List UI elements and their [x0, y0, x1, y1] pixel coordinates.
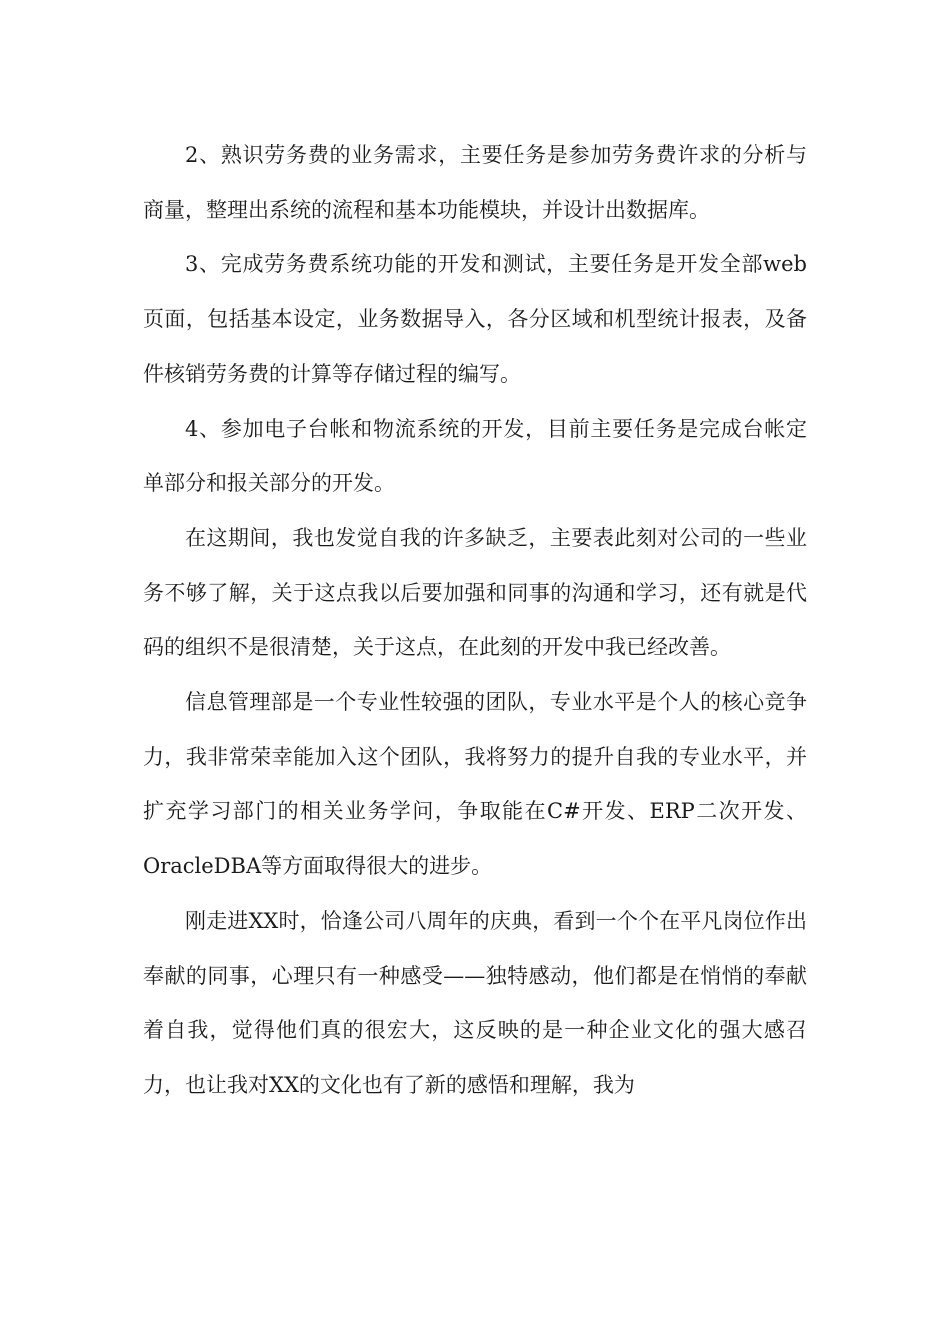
paragraph-team-goals: 信息管理部是一个专业性较强的团队，专业水平是个人的核心竞争力，我非常荣幸能加入这个团队，我将努力的提升自我的专业水平，并扩充学习部门的相关业务学问，争取能在C#开发、ERP二次开发、OracleDBA等方面取得很大的进步。 — [143, 690, 807, 879]
paragraph-company-culture: 刚走进XX时，恰逢公司八周年的庆典，看到一个个在平凡岗位作出奉献的同事，心理只有一种感受——独特感动，他们都是在悄悄的奉献着自我，觉得他们真的很宏大，这反映的是一种企业文化的强大感召力，也让我对XX的文化也有了新的感悟和理解，我为 — [143, 908, 807, 1097]
paragraph-shortcomings: 在这期间，我也发觉自我的许多缺乏，主要表此刻对公司的一些业务不够了解，关于这点我以后要加强和同事的沟通和学习，还有就是代码的组织不是很清楚，关于这点，在此刻的开发中我已经改善。 — [143, 525, 807, 660]
paragraph-task-3: 3、完成劳务费系统功能的开发和测试，主要任务是开发全部web页面，包括基本设定，业务数据导入，各分区域和机型统计报表，及备件核销劳务费的计算等存储过程的编写。 — [143, 252, 807, 386]
document-body — [143, 128, 807, 1113]
paragraph-task-2: 2、熟识劳务费的业务需求，主要任务是参加劳务费许求的分析与商量，整理出系统的流程和基本功能模块，并设计出数据库。 — [143, 143, 807, 222]
paragraph-task-4: 4、参加电子台帐和物流系统的开发，目前主要任务是完成台帐定单部分和报关部分的开发。 — [143, 416, 807, 496]
